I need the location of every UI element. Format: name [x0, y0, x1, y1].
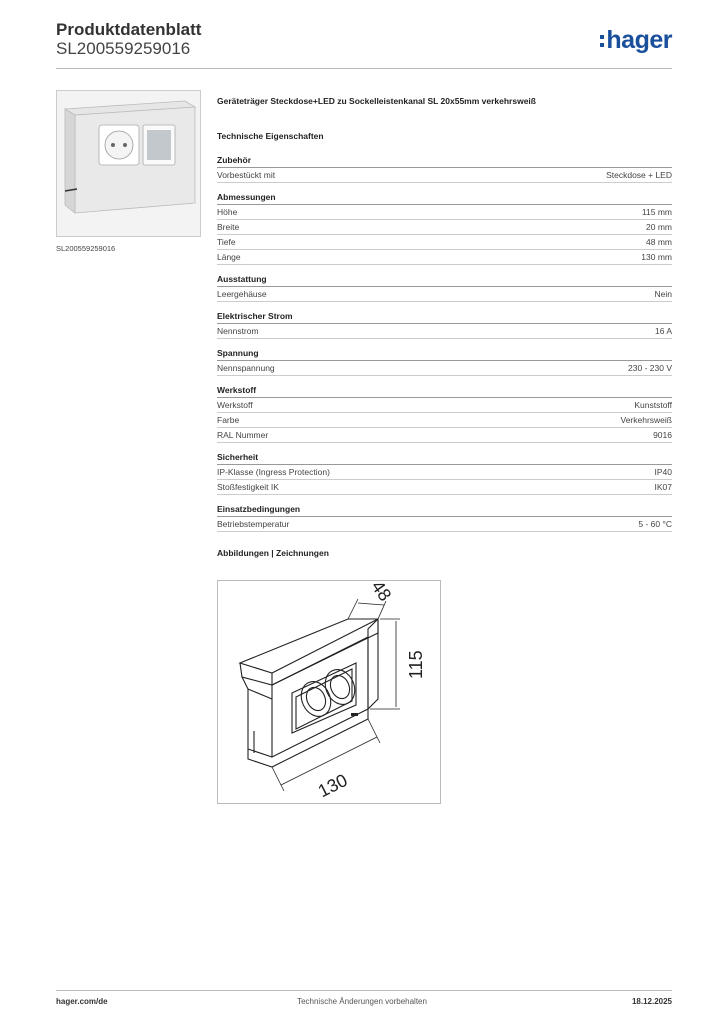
- spec-label: RAL Nummer: [217, 430, 269, 440]
- spec-group-heading: Zubehör: [217, 155, 672, 168]
- spec-row: [217, 517, 672, 532]
- spec-row: [217, 413, 672, 428]
- product-code: SL200559259016: [56, 39, 191, 58]
- spec-group-heading: Ausstattung: [217, 274, 672, 287]
- product-image: [56, 90, 201, 237]
- spec-row: [217, 465, 672, 480]
- drawings-heading: Abbildungen | Zeichnungen: [217, 548, 329, 558]
- spec-value: IK07: [654, 482, 672, 492]
- spec-label: Stoßfestigkeit IK: [217, 482, 279, 492]
- spec-label: Tiefe: [217, 237, 236, 247]
- spec-value: 16 A: [654, 326, 672, 336]
- spec-label: Farbe: [217, 415, 240, 425]
- spec-value: Kunststoff: [634, 400, 672, 410]
- spec-label: Höhe: [217, 207, 238, 217]
- specs-column: [217, 96, 672, 558]
- spec-row: [217, 324, 672, 339]
- spec-value: 20 mm: [646, 222, 672, 232]
- spec-row: [217, 428, 672, 443]
- spec-label: Werkstoff: [217, 400, 253, 410]
- spec-value: Nein: [654, 289, 672, 299]
- spec-group-heading: Elektrischer Strom: [217, 311, 672, 324]
- spec-row: [217, 361, 672, 376]
- spec-label: Länge: [217, 252, 241, 262]
- spec-label: Vorbestückt mit: [217, 170, 276, 180]
- spec-row: [217, 220, 672, 235]
- spec-row: [217, 205, 672, 220]
- drawing-body: [240, 599, 400, 791]
- spec-group-heading: Spannung: [217, 348, 672, 361]
- spec-value: IP40: [654, 467, 672, 477]
- spec-value: 9016: [653, 430, 672, 440]
- spec-group-heading: Werkstoff: [217, 385, 672, 398]
- spec-groups: [217, 155, 672, 532]
- spec-group-heading: Sicherheit: [217, 452, 672, 465]
- spec-value: Steckdose + LED: [606, 170, 672, 180]
- logo-dots-icon: [600, 32, 604, 50]
- spec-value: 5 - 60 °C: [638, 519, 672, 529]
- spec-label: Breite: [217, 222, 240, 232]
- footer-divider: [56, 990, 672, 991]
- spec-row: [217, 235, 672, 250]
- dimension-length: 130: [314, 769, 351, 802]
- image-caption: SL200559259016: [56, 244, 116, 253]
- spec-label: Leergehäuse: [217, 289, 267, 299]
- spec-value: 130 mm: [641, 252, 672, 262]
- spec-row: [217, 250, 672, 265]
- spec-row: [217, 287, 672, 302]
- spec-row: [217, 480, 672, 495]
- spec-label: IP-Klasse (Ingress Protection): [217, 467, 330, 477]
- logo-text: hager: [606, 26, 672, 54]
- spec-value: 230 - 230 V: [628, 363, 672, 373]
- hager-logo[interactable]: [600, 26, 672, 55]
- spec-label: Betriebstemperatur: [217, 519, 290, 529]
- spec-value: 115 mm: [641, 207, 672, 217]
- header-divider: [56, 68, 672, 69]
- dimension-depth: 48: [367, 581, 396, 605]
- technical-drawing: [217, 580, 441, 804]
- dimension-height: 115: [406, 650, 426, 679]
- spec-value: Verkehrsweiß: [620, 415, 672, 425]
- spec-group-heading: Abmessungen: [217, 192, 672, 205]
- tech-heading: Technische Eigenschaften: [217, 131, 324, 141]
- footer-date: 18.12.2025: [631, 997, 672, 1006]
- product-title: Geräteträger Steckdose+LED zu Sockelleistenkanal SL 20x55mm verkehrsweiß: [217, 96, 536, 106]
- spec-label: Nennstrom: [217, 326, 259, 336]
- spec-row: [217, 168, 672, 183]
- spec-label: Nennspannung: [217, 363, 275, 373]
- spec-value: 48 mm: [646, 237, 672, 247]
- spec-group-heading: Einsatzbedingungen: [217, 504, 672, 517]
- page-title: Produktdatenblatt: [56, 20, 202, 39]
- footer-note: Technische Änderungen vorbehalten: [297, 997, 427, 1006]
- spec-row: [217, 398, 672, 413]
- footer-website-link[interactable]: hager.com/de: [56, 997, 108, 1006]
